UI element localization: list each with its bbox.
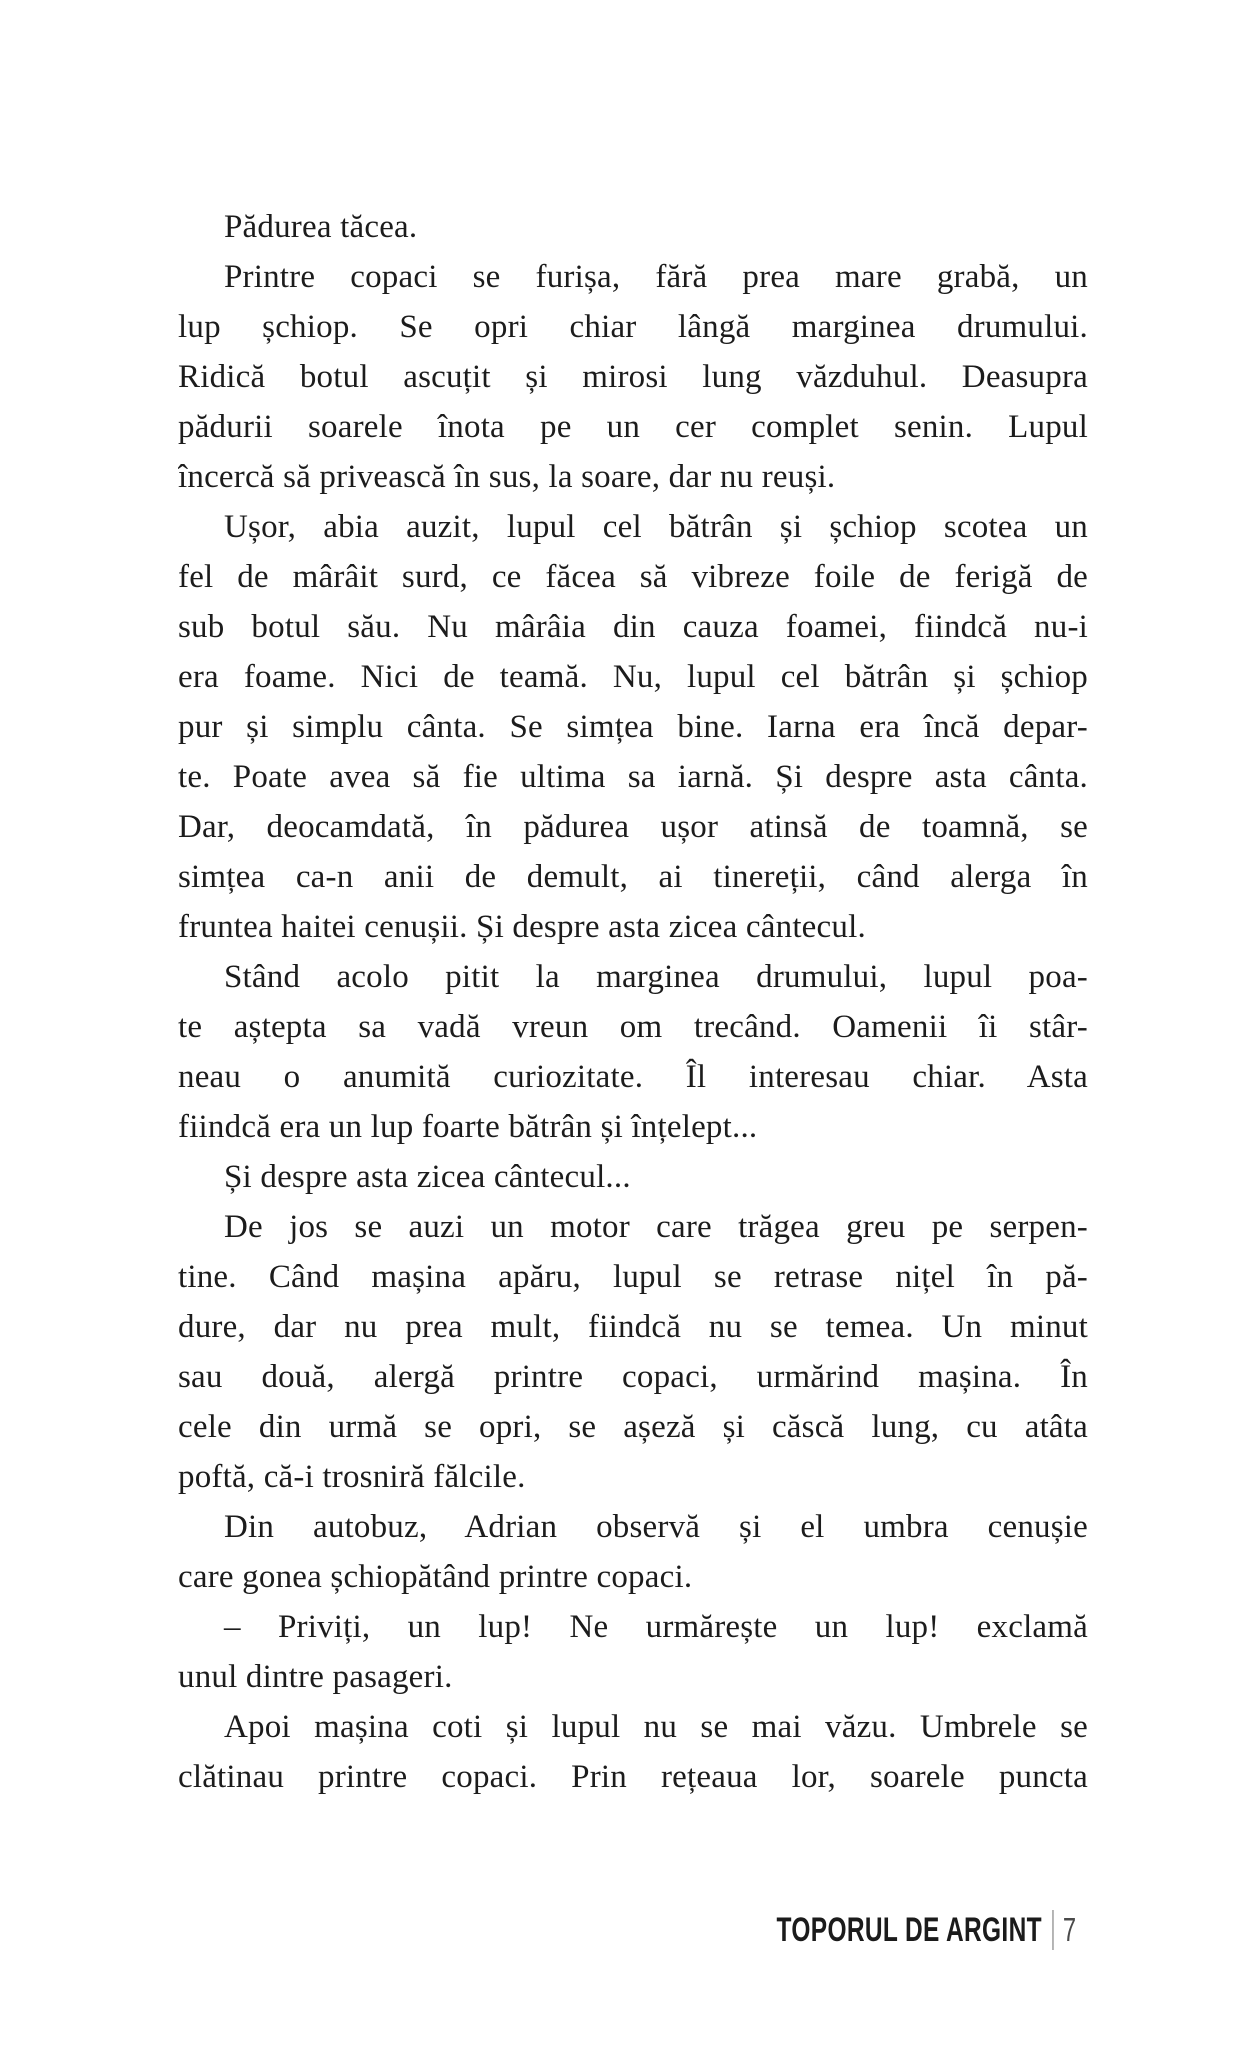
text-line: încercă să privească în sus, la soare, dar nu reuși. — [178, 459, 836, 495]
text-line: lup șchiop. Se opri chiar lângă marginea drumului. — [178, 309, 1088, 345]
footer-page-number: 7 — [1062, 1911, 1076, 1948]
text-line: Printre copaci se furișa, fără prea mare grabă, un — [224, 259, 1088, 295]
text-line: poftă, că-i trosniră fălcile. — [178, 1459, 526, 1495]
text-line: sau două, alergă printre copaci, urmărind mașina. În — [178, 1359, 1088, 1395]
text-line: fel de mârâit surd, ce făcea să vibreze foile de ferigă de — [178, 559, 1088, 595]
text-line: pur și simplu cânta. Se simțea bine. Iarna era încă depar- — [178, 709, 1088, 745]
text-line: pădurii soarele înota pe un cer complet senin. Lupul — [178, 409, 1088, 445]
text-line: unul dintre pasageri. — [178, 1659, 453, 1695]
text-line: care gonea șchiopătând printre copaci. — [178, 1559, 693, 1595]
text-line: te. Poate avea să fie ultima sa iarnă. Și despre asta cânta. — [178, 759, 1088, 795]
text-line: era foame. Nici de teamă. Nu, lupul cel bătrân și șchiop — [178, 659, 1088, 695]
text-line: fiindcă era un lup foarte bătrân și înțelept... — [178, 1109, 758, 1145]
footer-book-title: TOPORUL DE ARGINT — [776, 1910, 1042, 1949]
text-line: Stând acolo pitit la marginea drumului, lupul poa- — [224, 959, 1088, 995]
text-line: sub botul său. Nu mârâia din cauza foamei, fiindcă nu-i — [178, 609, 1088, 645]
text-line: – Priviți, un lup! Ne urmărește un lup! exclamă — [224, 1609, 1088, 1645]
text-line: Pădurea tăcea. — [224, 209, 418, 245]
text-line: dure, dar nu prea mult, fiindcă nu se temea. Un minut — [178, 1309, 1088, 1345]
text-line: fruntea haitei cenușii. Și despre asta zicea cântecul. — [178, 909, 866, 945]
text-block — [178, 202, 1088, 1802]
text-line: De jos se auzi un motor care trăgea greu pe serpen- — [224, 1209, 1088, 1245]
text-line: neau o anumită curiozitate. Îl interesau chiar. Asta — [178, 1059, 1088, 1095]
text-line: simțea ca-n anii de demult, ai tinereții, când alerga în — [178, 859, 1088, 895]
text-line: te aștepta sa vadă vreun om trecând. Oamenii îi stâr- — [178, 1009, 1088, 1045]
text-line: Dar, deocamdată, în pădurea ușor atinsă de toamnă, se — [178, 809, 1088, 845]
text-line: Ușor, abia auzit, lupul cel bătrân și șchiop scotea un — [224, 509, 1088, 545]
footer-separator — [1052, 1910, 1053, 1950]
text-line: cele din urmă se opri, se așeză și căscă lung, cu atâta — [178, 1409, 1088, 1445]
text-line: Și despre asta zicea cântecul... — [224, 1159, 631, 1195]
text-line: Din autobuz, Adrian observă și el umbra cenușie — [224, 1509, 1088, 1545]
text-line: Ridică botul ascuțit și mirosi lung văzduhul. Deasupra — [178, 359, 1088, 395]
page-footer — [776, 1910, 1076, 1950]
text-line: clătinau printre copaci. Prin rețeaua lor, soarele puncta — [178, 1759, 1088, 1795]
text-line: tine. Când mașina apăru, lupul se retrase nițel în pă- — [178, 1259, 1088, 1295]
text-line: Apoi mașina coti și lupul nu se mai văzu. Umbrele se — [224, 1709, 1088, 1745]
